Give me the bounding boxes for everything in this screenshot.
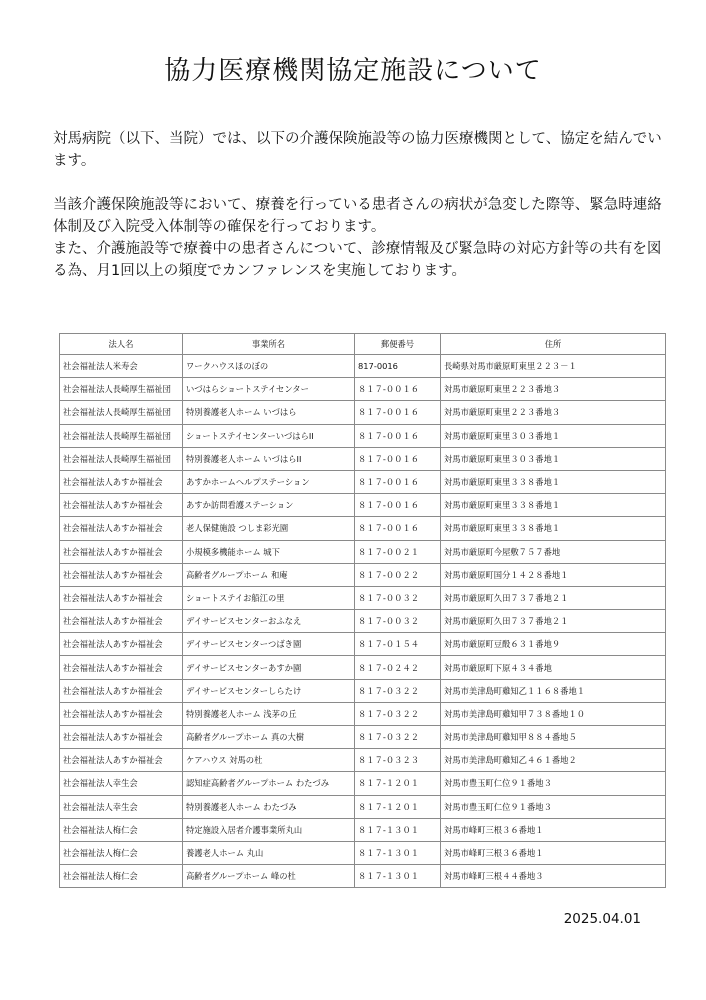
corporation-name-cell: 社会福祉法人あすか福祉会 [60, 494, 183, 517]
corporation-name-cell: 社会福祉法人あすか福祉会 [60, 633, 183, 656]
postal-code-cell: ８１７-０３２２ [355, 679, 441, 702]
address-cell: 対馬市豊玉町仁位９１番地３ [441, 795, 666, 818]
facility-name-cell: 特定施設入居者介護事業所丸山 [183, 818, 355, 841]
corporation-name-cell: 社会福祉法人あすか福祉会 [60, 563, 183, 586]
table-row [60, 470, 666, 493]
facility-name-cell: デイサービスセンターつばき園 [183, 633, 355, 656]
address-cell: 対馬市峰町三根４４番地３ [441, 865, 666, 888]
postal-code-cell: ８１７-１３０１ [355, 841, 441, 864]
body-paragraph-1: 当該介護保険施設等において、療養を行っている患者さんの病状が急変した際等、緊急時連絡体制及び入院受入体制等の確保を行っております。 [53, 197, 662, 235]
postal-code-cell: ８１７-０１５４ [355, 633, 441, 656]
address-cell: 対馬市厳原町東里３３８番地１ [441, 470, 666, 493]
postal-code-cell: ８１７-００１６ [355, 494, 441, 517]
corporation-name-cell: 社会福祉法人あすか福祉会 [60, 656, 183, 679]
postal-code-cell: ８１７-００３２ [355, 610, 441, 633]
table-row [60, 447, 666, 470]
address-cell: 対馬市厳原町東里２２３番地３ [441, 401, 666, 424]
corporation-name-cell: 社会福祉法人梅仁会 [60, 818, 183, 841]
table-row [60, 586, 666, 609]
header-postal-code: 郵便番号 [355, 334, 441, 355]
address-cell: 対馬市美津島町雞知乙４６１番地２ [441, 749, 666, 772]
postal-code-cell: ８１７-０３２２ [355, 726, 441, 749]
address-cell: 対馬市美津島町雞知甲８８４番地５ [441, 726, 666, 749]
address-cell: 対馬市厳原町東里２２３番地３ [441, 378, 666, 401]
postal-code-cell: ８１７-００１６ [355, 470, 441, 493]
table-row [60, 841, 666, 864]
address-cell: 対馬市厳原町下原４３４番地 [441, 656, 666, 679]
body-text [53, 194, 663, 282]
address-cell: 対馬市美津島町雞知乙１１６８番地１ [441, 679, 666, 702]
corporation-name-cell: 社会福祉法人幸生会 [60, 795, 183, 818]
address-cell: 対馬市厳原町今屋敷７５７番地 [441, 540, 666, 563]
address-cell: 対馬市厳原町国分１４２８番地１ [441, 563, 666, 586]
address-cell: 対馬市厳原町豆酘６３１番地９ [441, 633, 666, 656]
table-row [60, 378, 666, 401]
table-row [60, 656, 666, 679]
facility-name-cell: 小規模多機能ホーム 城下 [183, 540, 355, 563]
postal-code-cell: ８１７-００１６ [355, 378, 441, 401]
facility-name-cell: いづはらショートステイセンター [183, 378, 355, 401]
postal-code-cell: ８１７-０３２２ [355, 702, 441, 725]
table-row [60, 772, 666, 795]
facility-name-cell: あすかホームヘルプステーション [183, 470, 355, 493]
table-row [60, 424, 666, 447]
postal-code-cell: ８１７-００１６ [355, 401, 441, 424]
postal-code-cell: ８１７-００２１ [355, 540, 441, 563]
facility-name-cell: 高齢者グループホーム 真の大樹 [183, 726, 355, 749]
body-paragraph-2: また、介護施設等で療養中の患者さんについて、診療情報及び緊急時の対応方針等の共有を図る為、月1回以上の頻度でカンファレンスを実施しております。 [53, 241, 662, 279]
corporation-name-cell: 社会福祉法人あすか福祉会 [60, 470, 183, 493]
postal-code-cell: ８１７-００１６ [355, 424, 441, 447]
table-row [60, 749, 666, 772]
table-row [60, 494, 666, 517]
address-cell: 対馬市美津島町雞知甲７３８番地１０ [441, 702, 666, 725]
address-cell: 対馬市豊玉町仁位９１番地３ [441, 772, 666, 795]
corporation-name-cell: 社会福祉法人幸生会 [60, 772, 183, 795]
table-row [60, 540, 666, 563]
postal-code-cell: ８１７-００１６ [355, 517, 441, 540]
table-row [60, 818, 666, 841]
address-cell: 対馬市厳原町東里３３８番地１ [441, 494, 666, 517]
address-cell: 対馬市厳原町東里３０３番地１ [441, 447, 666, 470]
facility-name-cell: デイサービスセンターしらたけ [183, 679, 355, 702]
address-cell: 対馬市厳原町東里３０３番地１ [441, 424, 666, 447]
postal-code-cell: 817-0016 [355, 355, 441, 378]
page-title: 協力医療機関協定施設について [164, 56, 542, 86]
corporation-name-cell: 社会福祉法人あすか福祉会 [60, 586, 183, 609]
facility-name-cell: 老人保健施設 つしま彩光園 [183, 517, 355, 540]
address-cell: 対馬市峰町三根３６番地１ [441, 818, 666, 841]
facility-name-cell: ショートステイセンターいづはらII [183, 424, 355, 447]
facility-name-cell: 特別養護老人ホーム 浅茅の丘 [183, 702, 355, 725]
corporation-name-cell: 社会福祉法人あすか福祉会 [60, 702, 183, 725]
facility-name-cell: 高齢者グループホーム 和庵 [183, 563, 355, 586]
facility-name-cell: 特別養護老人ホーム いづはらII [183, 447, 355, 470]
table-row [60, 795, 666, 818]
corporation-name-cell: 社会福祉法人あすか福祉会 [60, 540, 183, 563]
facility-name-cell: あすか訪問看護ステーション [183, 494, 355, 517]
intro-paragraph: 対馬病院（以下、当院）では、以下の介護保険施設等の協力医療機関として、協定を結んでいます。 [53, 131, 662, 169]
table-row [60, 610, 666, 633]
address-cell: 対馬市厳原町久田７３７番地２１ [441, 586, 666, 609]
postal-code-cell: ８１７-００３２ [355, 586, 441, 609]
address-cell: 対馬市厳原町東里３３８番地１ [441, 517, 666, 540]
facility-name-cell: デイサービスセンターおふなえ [183, 610, 355, 633]
postal-code-cell: ８１７-０３２３ [355, 749, 441, 772]
table-header-row [60, 334, 666, 355]
corporation-name-cell: 社会福祉法人あすか福祉会 [60, 726, 183, 749]
postal-code-cell: ８１７-１３０１ [355, 865, 441, 888]
corporation-name-cell: 社会福祉法人梅仁会 [60, 865, 183, 888]
document-date: 2025.04.01 [563, 911, 641, 927]
facilities-table [59, 333, 666, 888]
facility-name-cell: ショートステイお船江の里 [183, 586, 355, 609]
facility-name-cell: 高齢者グループホーム 峰の杜 [183, 865, 355, 888]
table-row [60, 726, 666, 749]
corporation-name-cell: 社会福祉法人あすか福祉会 [60, 517, 183, 540]
corporation-name-cell: 社会福祉法人長崎厚生福祉団 [60, 424, 183, 447]
corporation-name-cell: 社会福祉法人米寿会 [60, 355, 183, 378]
table-row [60, 679, 666, 702]
table-row [60, 633, 666, 656]
corporation-name-cell: 社会福祉法人長崎厚生福祉団 [60, 401, 183, 424]
address-cell: 対馬市厳原町久田７３７番地２１ [441, 610, 666, 633]
corporation-name-cell: 社会福祉法人あすか福祉会 [60, 749, 183, 772]
postal-code-cell: ８１７-１３０１ [355, 818, 441, 841]
postal-code-cell: ８１７-０２４２ [355, 656, 441, 679]
facility-name-cell: ケアハウス 対馬の杜 [183, 749, 355, 772]
header-facility-name: 事業所名 [183, 334, 355, 355]
address-cell: 長崎県対馬市厳原町東里２２３－１ [441, 355, 666, 378]
postal-code-cell: ８１７-００１６ [355, 447, 441, 470]
table-row [60, 865, 666, 888]
header-corporation-name: 法人名 [60, 334, 183, 355]
postal-code-cell: ８１７-００２２ [355, 563, 441, 586]
facility-name-cell: 認知症高齢者グループホーム わたづみ [183, 772, 355, 795]
table-row [60, 355, 666, 378]
table-row [60, 517, 666, 540]
table-row [60, 401, 666, 424]
postal-code-cell: ８１７-１２０１ [355, 795, 441, 818]
table-row [60, 702, 666, 725]
corporation-name-cell: 社会福祉法人梅仁会 [60, 841, 183, 864]
address-cell: 対馬市峰町三根３６番地１ [441, 841, 666, 864]
facility-name-cell: デイサービスセンターあすか園 [183, 656, 355, 679]
facility-name-cell: 特別養護老人ホーム わたづみ [183, 795, 355, 818]
corporation-name-cell: 社会福祉法人あすか福祉会 [60, 610, 183, 633]
postal-code-cell: ８１７-１２０１ [355, 772, 441, 795]
facility-name-cell: ワークハウスほのぼの [183, 355, 355, 378]
facility-name-cell: 養護老人ホーム 丸山 [183, 841, 355, 864]
corporation-name-cell: 社会福祉法人長崎厚生福祉団 [60, 378, 183, 401]
table-row [60, 563, 666, 586]
corporation-name-cell: 社会福祉法人あすか福祉会 [60, 679, 183, 702]
header-address: 住所 [441, 334, 666, 355]
table-body [60, 355, 666, 888]
corporation-name-cell: 社会福祉法人長崎厚生福祉団 [60, 447, 183, 470]
facility-name-cell: 特別養護老人ホーム いづはら [183, 401, 355, 424]
